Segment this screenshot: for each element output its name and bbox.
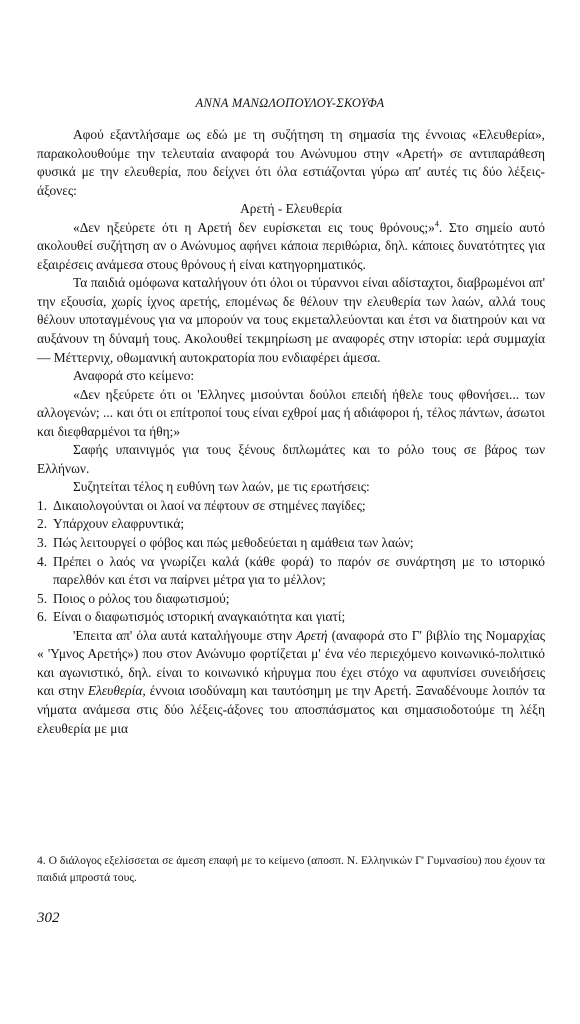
term-eleftheria: Ελευθερία [87, 683, 143, 699]
paragraph-text-reference: Αναφορά στο κείμενο: [73, 368, 195, 384]
paragraph-quote-throne [37, 219, 545, 275]
running-header: ΑΝΝΑ ΜΑΝΩΛΟΠΟΥΛΟΥ-ΣΚΟΥΦΑ [195, 96, 385, 110]
list-item [37, 590, 545, 609]
conclusion-text: , έννοια ισοδύναμη και ταυτόσημη με την Αρετή. Ξαναδένουμε λοιπόν τα νήματα ανάμεσα στις δύο λέξεις-άξονες του αποσπάσματος και σημασιοδοτούμε τη λέξη ελευθερία με μια [37, 683, 545, 736]
paragraph-diplomats: Σαφής υπαινιγμός για τους ξένους διπλωμάτες και το ρόλο τους σε βάρος των Ελλήνων. [37, 442, 545, 476]
paragraph-questions-intro: Συζητείται τέλος η ευθύνη των λαών, με τις ερωτήσεις: [73, 479, 370, 495]
footnote: 4. Ο διάλογος εξελίσσεται σε άμεση επαφή με το κείμενο (αποσπ. Ν. Ελληνικών Γ' Γυμνασίου) που έχουν τα παιδιά μπροστά τους. [37, 854, 545, 884]
question-number: 4. [37, 553, 48, 569]
paragraph-intro: Αφού εξαντλήσαμε ως εδώ με τη συζήτηση τη σημασία της έννοιας «Ελευθερία», παρακολουθούμε την τελευταία αναφορά του Ανώνυμου στην «Αρετή» σε αντιπαράθεση φυσικά με την ελευθερία, που δείχνει ότι όλα εστιάζονται γύρω απ' αυτές τις δύο λέξεις-άξονες: [37, 127, 545, 198]
page-body [37, 126, 545, 738]
question-text: Πρέπει ο λαός να γνωρίζει καλά (κάθε φορά) το παρόν σε συνάρτηση με το ιστορικό παρελθόν και έτσι να παίρνει μέτρα για το μέλλον; [53, 553, 545, 588]
conclusion-text: (αναφορά στο Γ' βιβλίο της Νομαρχίας « 'Υμνος Αρετής») που στον Ανώνυμο φορτίζεται μ' ένα νέο περιεχόμενο κοινωνικό-πολιτικό και αγωνιστικό, δηλ. είναι το κοινωνικό κήρυγμα που έχει στόχο να αφυπνίσει συνειδήσεις και στην [37, 627, 545, 699]
list-item [37, 608, 545, 627]
question-number: 5. [37, 590, 48, 606]
key-terms-line: Αρετή - Ελευθερία [240, 201, 342, 217]
quote-discussion: . Στο σημείο αυτό ακολουθεί συζήτηση αν ο Ανώνυμος αφήνει κάποια περιθώρια, δηλ. κάποιες δυνατότητες για εξαιρέσεις ανάμεσα στους θρόνους ή είναι κατηγορηματικός. [37, 219, 545, 272]
paragraph-tyrants: Τα παιδιά ομόφωνα καταλήγουν ότι όλοι οι τύραννοι είναι αδίσταχτοι, διαβρωμένοι απ' την εξουσία, χωρίς ίχνος αρετής, επομένως δε θέλουν την ελευθερία των λαών, αλλά τους θέλουν υποταγμένους για να μπορούν να τους εκμεταλλεύονται και έτσι να διατηρούν και να αυξάνουν τη δύναμή τους. Ακολουθεί τεκμηρίωση με αναφορές στην ιστορία: ιερά συμμαχία — Μέττερνιχ, οθωμανική αυτοκρατορία που ενδιαφέρει άμεσα. [37, 275, 545, 365]
paragraph-conclusion [37, 627, 545, 738]
question-text: Υπάρχουν ελαφρυντικά; [53, 516, 185, 532]
question-text: Είναι ο διαφωτισμός ιστορική αναγκαιότητα και γιατί; [53, 609, 346, 625]
conclusion-text: 'Επειτα απ' όλα αυτά καταλήγουμε στην [73, 627, 297, 643]
questions-list [37, 497, 545, 627]
footnote-ref: 4 [434, 219, 439, 229]
question-number: 1. [37, 497, 48, 513]
question-number: 3. [37, 535, 48, 551]
paragraph-quote-greeks: «Δεν ηξεύρετε ότι οι 'Ελληνες μισούνται δούλοι επειδή ήθελε τους φθονήσει... των αλλογενών; ... και ότι οι επίτροποί τους είναι εχθροί μας ή αδιάφοροι ή, τέλος πάντων, άσωτοι και διεφθαρμένοι τα ήθη;» [37, 386, 545, 439]
quote-throne: «Δεν ηξεύρετε ότι η Αρετή δεν ευρίσκεται εις τους θρόνους;» [73, 219, 435, 235]
list-item [37, 515, 545, 534]
question-number: 6. [37, 609, 48, 625]
page-number: 302 [37, 910, 60, 926]
list-item [37, 553, 545, 590]
term-arete: Αρετή [296, 627, 328, 643]
list-item [37, 497, 545, 516]
list-item [37, 534, 545, 553]
question-text: Δικαιολογούνται οι λαοί να πέφτουν σε στημένες παγίδες; [53, 497, 366, 513]
question-text: Ποιος ο ρόλος του διαφωτισμού; [53, 590, 230, 606]
question-number: 2. [37, 516, 48, 532]
question-text: Πώς λειτουργεί ο φόβος και πώς μεθοδεύεται η αμάθεια των λαών; [53, 535, 414, 551]
